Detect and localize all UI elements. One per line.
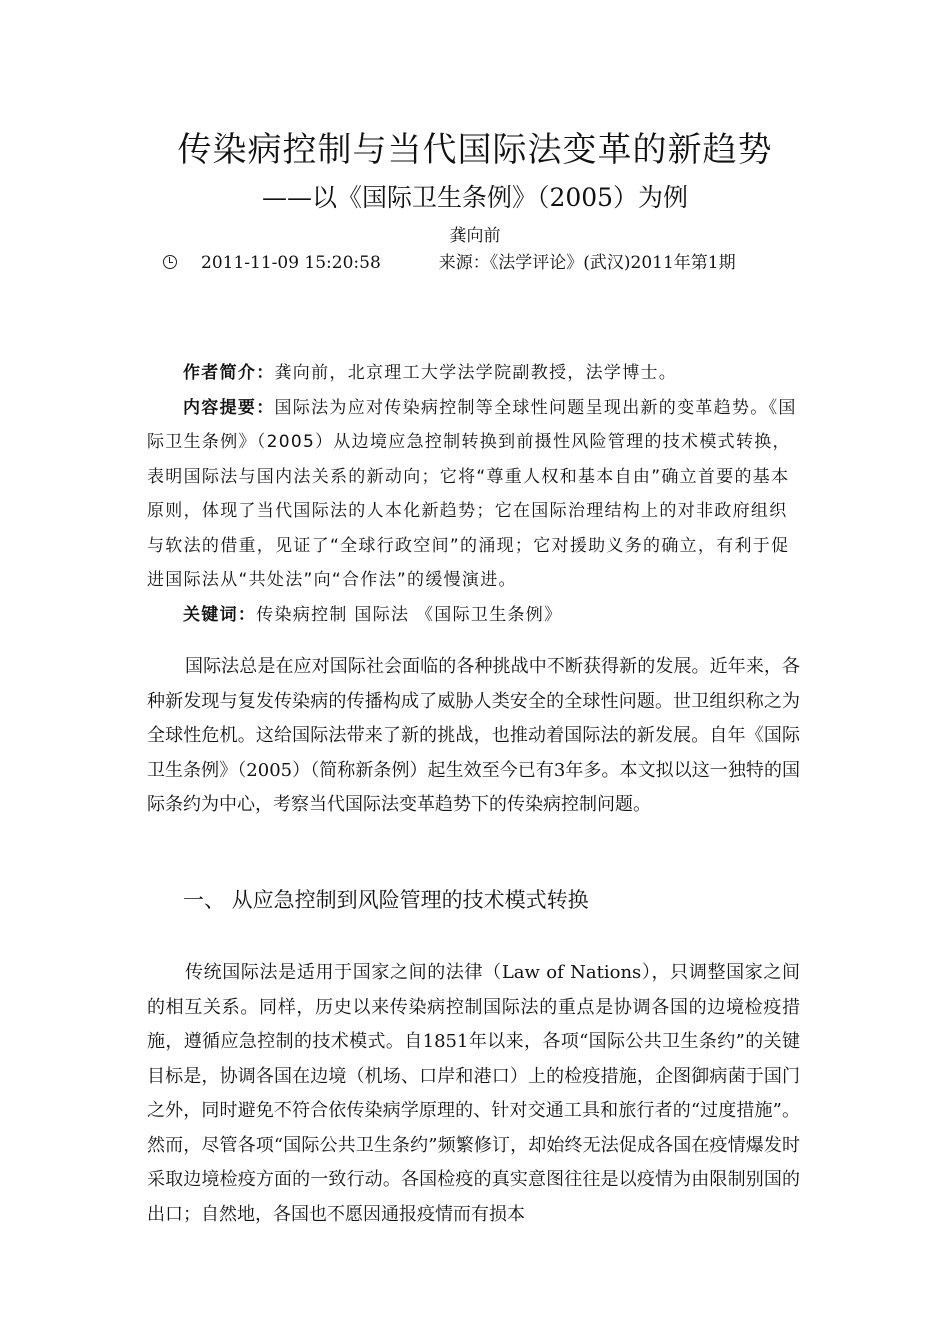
publication-meta [163, 250, 803, 276]
author-intro-label: 作者简介： [183, 363, 275, 383]
section-1-paragraph: 传统国际法是适用于国家之间的法律（Law of Nations），只调整国家之间的相互关系。同样，历史以来传染病控制国际法的重点是协调各国的边境检疫措施，遵循应急控制的技术模式。自1851年以来，各项“国际公共卫生条约”的关键目标是，协调各国在边境（机场、口岸和港口）上的检疫措施，企图御病菌于国门之外，同时避免不符合依传染病学原理的、针对交通工具和旅行者的“过度措施”。然而，尽管各项“国际公共卫生条约”频繁修订，却始终无法促成各国在疫情爆发时采取边境检疫方面的一致行动。各国检疫的真实意图往往是以疫情为由限制别国的出口；自然地，各国也不愿因通报疫情而有损本 [147, 962, 800, 1225]
author-intro-text: 龚向前，北京理工大学法学院副教授，法学博士。 [274, 363, 678, 383]
publish-datetime: 2011-11-09 15:20:58 [201, 253, 381, 273]
abstract-block [147, 356, 802, 632]
author-intro [147, 356, 802, 391]
summary-text: 国际法为应对传染病控制等全球性问题呈现出新的变革趋势。《国际卫生条例》（2005）从边境应急控制转换到前摄性风险管理的技术模式转换，表明国际法与国内法关系的新动向；它将“尊重人权和基本自由”确立首要的基本原则，体现了当代国际法的人本化新趋势；它在国际治理结构上的对非政府组织与软法的借重，见证了“全球行政空间”的涌现；它对援助义务的确立，有利于促进国际法从“共处法”向“合作法”的缓慢演进。 [147, 397, 797, 590]
intro-section [147, 650, 800, 823]
summary [147, 391, 802, 598]
summary-label: 内容提要： [183, 397, 275, 418]
section-1-body [147, 956, 800, 1232]
document-title: 传染病控制与当代国际法变革的新趋势 [177, 130, 773, 170]
keywords-label: 关键词： [183, 604, 257, 625]
keywords-text: 传染病控制 国际法 《国际卫生条例》 [256, 604, 563, 625]
publication-source: 来源：《法学评论》(武汉)2011年第1期 [438, 253, 736, 273]
clock-icon [163, 255, 177, 269]
keywords [147, 598, 802, 633]
section-heading-1: 一、 从应急控制到风险管理的技术模式转换 [183, 888, 589, 912]
author-name: 龚向前 [449, 226, 501, 246]
document-subtitle: ——以《国际卫生条例》（2005）为例 [261, 183, 689, 212]
intro-paragraph: 国际法总是在应对国际社会面临的各种挑战中不断获得新的发展。近年来，各种新发现与复发传染病的传播构成了威胁人类安全的全球性问题。世卫组织称之为全球性危机。这给国际法带来了新的挑战，也推动着国际法的新发展。自年《国际卫生条例》（2005）（简称新条例）起生效至今已有3年多。本文拟以这一独特的国际条约为中心，考察当代国际法变革趋势下的传染病控制问题。 [147, 656, 800, 815]
